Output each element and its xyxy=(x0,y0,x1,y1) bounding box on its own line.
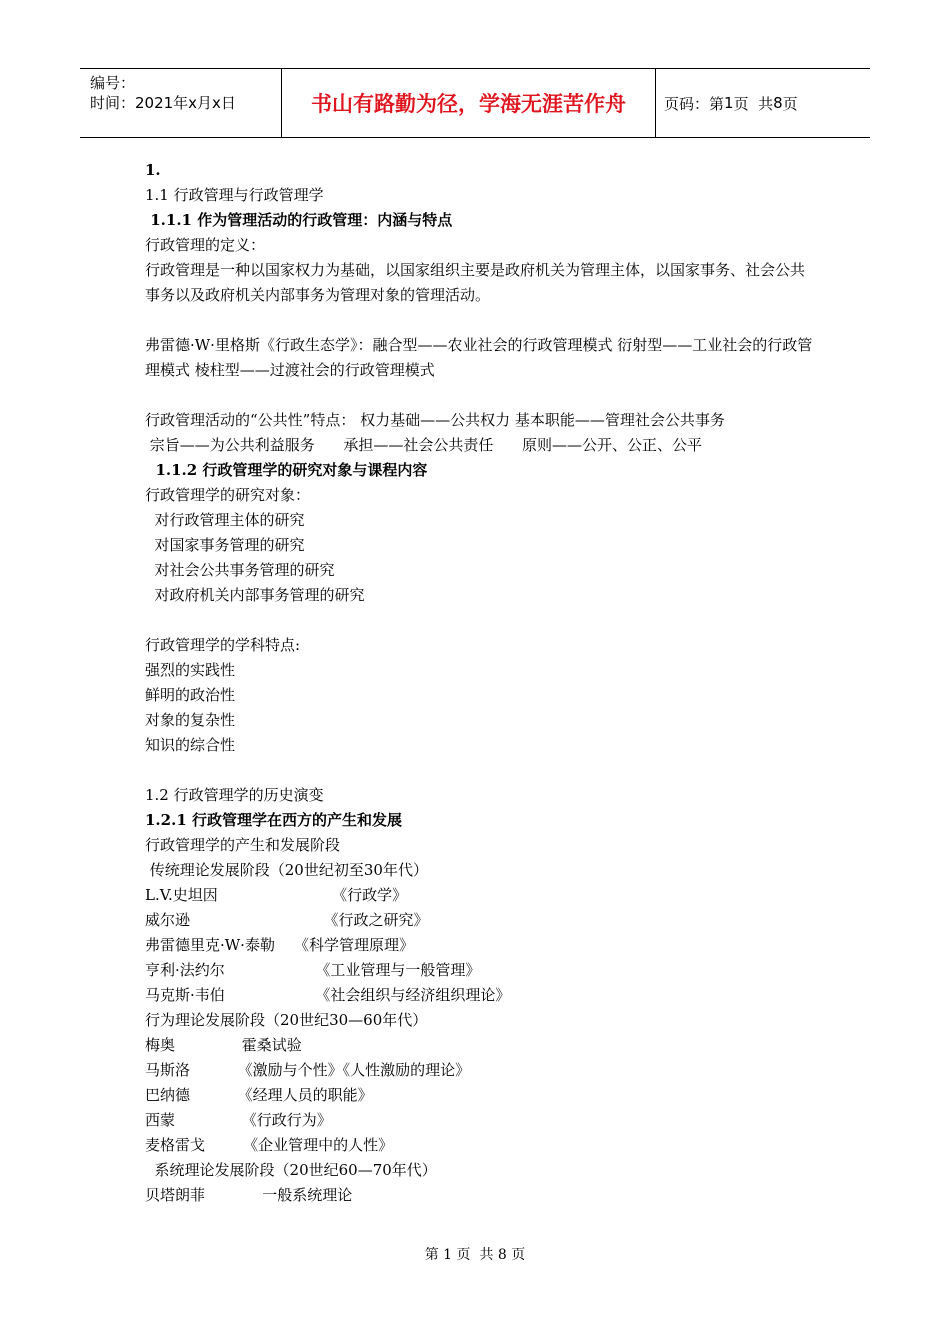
text-line: 行政管理学的研究对象： xyxy=(145,486,311,504)
paragraph-riggs: 弗雷德·W·里格斯《行政生态学》：融合型——农业社会的行政管理模式 衍射型——工业社会的行政管理模式 棱柱型——过渡社会的行政管理模式 xyxy=(145,336,813,379)
list-item: L.V.史坦因 《行政学》 xyxy=(145,886,408,904)
list-item: 马斯洛 《激励与个性》《人性激励的理论》 xyxy=(145,1061,471,1079)
list-item: 马克斯·韦伯 《社会组织与经济组织理论》 xyxy=(145,986,511,1004)
text-line: 行政管理学的产生和发展阶段 xyxy=(145,836,341,854)
list-item: 贝塔朗菲 一般系统理论 xyxy=(145,1186,353,1204)
section-heading: 1.2 行政管理学的历史演变 xyxy=(145,786,324,804)
blank-line xyxy=(145,758,815,783)
list-item: 梅奥 霍桑试验 xyxy=(145,1036,302,1054)
text-line: 行政管理的定义： xyxy=(145,236,266,254)
list-item: 西蒙 《行政行为》 xyxy=(145,1111,332,1129)
header-motto: 书山有路勤为径，学海无涯苦作舟 xyxy=(282,69,656,137)
page-label-end: 页 xyxy=(782,94,798,113)
page-current: 1 xyxy=(724,94,734,112)
header-meta-cell xyxy=(80,69,282,137)
section-heading: 1.1 行政管理与行政管理学 xyxy=(145,186,324,204)
document-number-label: 编号： xyxy=(90,74,136,92)
list-item: 知识的综合性 xyxy=(145,736,236,754)
footer-current-page: 1 xyxy=(443,1247,453,1263)
subsection-heading: 1.1.1 作为管理活动的行政管理：内涵与特点 xyxy=(145,211,453,229)
blank-line xyxy=(145,383,815,408)
text-line: 系统理论发展阶段（20世纪60—70年代） xyxy=(145,1161,437,1179)
list-item: 对政府机关内部事务管理的研究 xyxy=(145,586,365,604)
text-line: 行政管理学的学科特点: xyxy=(145,636,301,654)
footer-total-pages: 8 xyxy=(497,1247,507,1263)
list-item: 麦格雷戈 《企业管理中的人性》 xyxy=(145,1136,394,1154)
list-item: 强烈的实践性 xyxy=(145,661,236,679)
text-line: 宗旨——为公共利益服务 承担——社会公共责任 原则——公开、公正、公平 xyxy=(145,436,702,454)
footer-suffix: 页 xyxy=(506,1247,526,1263)
footer-prefix: 第 xyxy=(424,1247,444,1263)
list-item: 鲜明的政治性 xyxy=(145,686,236,704)
text-line: 行为理论发展阶段（20世纪30—60年代） xyxy=(145,1011,428,1029)
list-item: 对国家事务管理的研究 xyxy=(145,536,305,554)
subsection-heading: 1.1.2 行政管理学的研究对象与课程内容 xyxy=(145,461,428,479)
page-label-prefix: 页码：第 xyxy=(664,94,725,113)
subsection-heading: 1.2.1 行政管理学在西方的产生和发展 xyxy=(145,811,402,829)
header-page-info xyxy=(656,69,870,137)
list-item: 亨利·法约尔 《工业管理与一般管理》 xyxy=(145,961,481,979)
list-item: 威尔逊 《行政之研究》 xyxy=(145,911,429,929)
paragraph-publicness: 行政管理活动的“公共性”特点： 权力基础——公共权力 基本职能——管理社会公共事务 xyxy=(145,411,725,429)
paragraph-definition: 行政管理是一种以国家权力为基础，以国家组织主要是政府机关为管理主体，以国家事务、社会公共事务以及政府机关内部事务为管理对象的管理活动。 xyxy=(145,261,806,304)
blank-line xyxy=(145,308,815,333)
document-body xyxy=(145,158,815,1208)
page-total: 8 xyxy=(773,94,783,112)
list-item: 巴纳德 《经理人员的职能》 xyxy=(145,1086,373,1104)
page-footer xyxy=(0,1244,950,1264)
document-header xyxy=(80,68,870,138)
document-time-label: 时间：2021年x月x日 xyxy=(90,94,236,112)
blank-line xyxy=(145,608,815,633)
list-item: 对象的复杂性 xyxy=(145,711,236,729)
page-label-mid: 页 共 xyxy=(733,94,774,113)
chapter-number: 1. xyxy=(145,161,161,179)
list-item: 弗雷德里克·W·泰勒 《科学管理原理》 xyxy=(145,936,415,954)
text-line: 传统理论发展阶段（20世纪初至30年代） xyxy=(145,861,428,879)
footer-mid: 页 共 xyxy=(452,1247,498,1263)
list-item: 对社会公共事务管理的研究 xyxy=(145,561,335,579)
list-item: 对行政管理主体的研究 xyxy=(145,511,305,529)
